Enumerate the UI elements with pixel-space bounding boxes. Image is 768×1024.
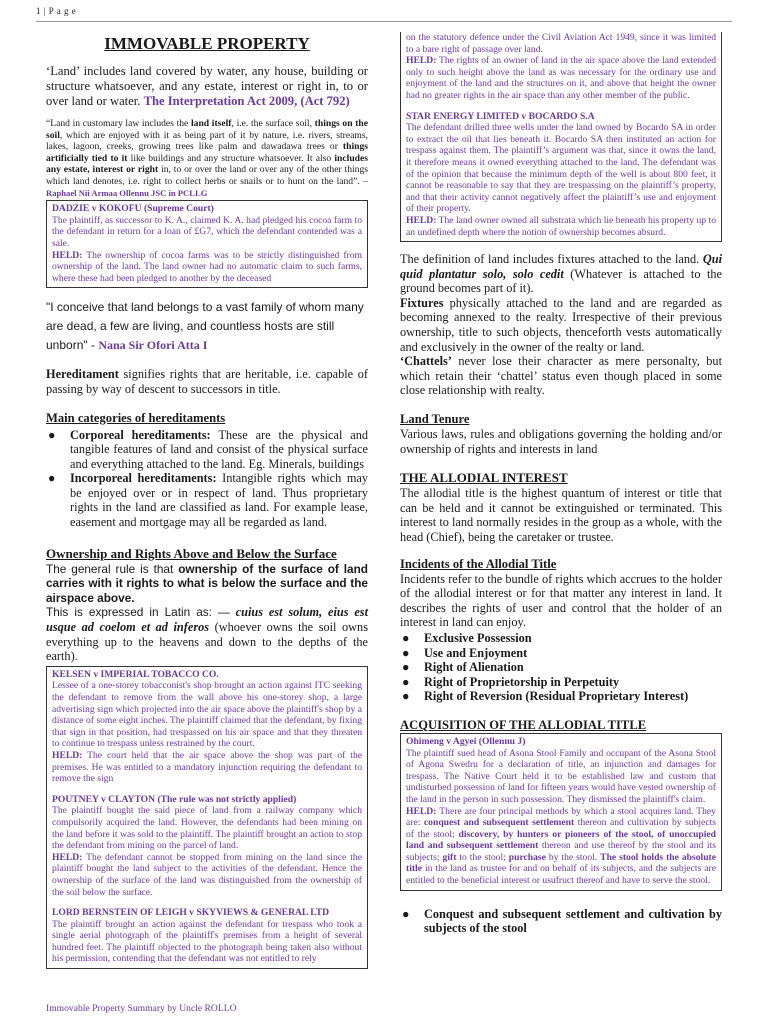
latin-b: cuius est solum, eius est usque ad coelom et ad inferos — [46, 605, 368, 635]
held-b: conquest and subsequent settlement — [423, 817, 575, 829]
held-d: discovery, by hunters or pioneers of the stool, of unoccupied land and subsequent settlement — [406, 828, 716, 852]
own-b: ownership of the surface of land carries with it rights to what is below the surface and the airspace above. — [46, 561, 369, 605]
hereditament-definition — [46, 367, 368, 396]
cust-g: like buildings and any structure whatsoever. It also — [130, 152, 332, 164]
case-caption: LORD BERNSTEIN OF LEIGH v SKYVIEWS & GENERAL LTD — [52, 907, 330, 919]
held-label: HELD: — [406, 805, 437, 817]
held-label: HELD: — [52, 851, 83, 863]
fixtures-def: physically attached to the land and are regarded as becoming annexed to the realty. Irrespective of their previous ownership, title to such objects, thenceforth vests automatically and exclusively in the owner of the realty or land. — [400, 295, 722, 354]
case-caption: POUTNEY v CLAYTON (The rule was not strictly applied) — [52, 793, 297, 805]
ownership-rule — [46, 562, 368, 606]
held-text: The court held that the air space above the shop was part of the premises. He was entitled to a mandatory injunction requiring the defendant to remove the sign — [52, 749, 362, 785]
list-item: ● Corporeal hereditaments: These are the physical and tangible features of land and consist of the physical surface and everything attached to the land. Eg. Minerals, buildings — [48, 427, 368, 471]
latin-a: This is expressed in Latin as: — — [46, 605, 230, 620]
hereditament-term: Hereditament — [46, 367, 119, 382]
case-held — [406, 806, 716, 887]
list-item: ● Right of Reversion (Residual Proprietary Interest) — [402, 689, 689, 704]
case-box-continued — [400, 32, 722, 242]
main-categories-heading: Main categories of hereditaments — [46, 410, 226, 425]
footer-text: Immovable Property Summary by Uncle ROLLO — [46, 1003, 237, 1014]
case-box-airspace — [46, 666, 368, 969]
case-box-dadzie — [46, 200, 368, 288]
held-label: HELD: — [52, 749, 83, 761]
chattels-def: never lose their character as mere personalty, but which retain their ‘chattel’ status even though placed in some close relationship with realty. — [400, 354, 722, 398]
acquisition-list — [400, 907, 722, 936]
cat2-term: Incorporeal hereditaments: — [70, 471, 217, 486]
acquisition-heading: ACQUISITION OF THE ALLODIAL TITLE — [400, 717, 647, 732]
list-item: ● Incorporeal hereditaments: Intangible rights which may be enjoyed over or in respect of land. Thus proprietary rights in the land are classified as land. For example lease, easement and mortgage may all be regarded as land. — [48, 471, 369, 530]
incident-1: Use and Enjoyment — [424, 645, 528, 660]
fix-latin: Qui quid plantatur solo, solo cedit — [400, 252, 722, 281]
case-caption: STAR ENERGY LIMITED v BOCARDO S.A — [406, 110, 595, 122]
held-text: The defendant cannot be stopped from mining on the land since the plaintiff bought the land subject to the activities of the defendant. Hence the ownership of the surface of the land was distinguished from the ownership of the soil below the surface. — [52, 851, 362, 898]
document-title: IMMOVABLE PROPERTY — [104, 34, 310, 53]
allodial-heading: THE ALLODIAL INTEREST — [400, 470, 568, 486]
land-definition-text: ‘Land’ includes land covered by water, any house, building or structure whatsoever, and any estate, interest or right in, to or over land or water. — [46, 64, 368, 108]
held-h: purchase — [508, 851, 546, 863]
chattels-paragraph — [400, 354, 722, 398]
case-box-ohimeng — [400, 733, 722, 891]
fixtures-definition — [400, 252, 722, 296]
cust-b: land itself — [190, 118, 232, 129]
cust-f: things artificially tied to it — [46, 141, 368, 164]
incidents-def: Incidents refer to the bundle of rights which accrues to the holder of the allodial interest or for that matter any interest in land. It describes the rights of user and control that the holder of an interest in land can enjoy. — [400, 571, 722, 630]
held-i: by the stool. — [548, 851, 598, 863]
latin-c: (whoever owns the soil owns everything up to the heavens and down to the depths of the earth). — [46, 620, 368, 664]
quote-author: Nana Sir Ofori Atta I — [98, 338, 208, 353]
held-f: gift — [442, 851, 457, 863]
held-label: HELD: — [406, 214, 437, 226]
land-definition-source: The Interpretation Act 2009, (Act 792) — [143, 94, 350, 108]
case-held — [52, 852, 362, 898]
cust-i: in, to or over the land or over any of the other things which land denotes, i.e. right to collect herbs or snails or to hunt on the land”. – — [46, 164, 368, 187]
case-held — [406, 55, 716, 101]
held-k: in the land as trustee for and on behalf of its subjects, and the subjects are entitled to the beneficial interest or usufruct thereof and have to serve the stool. — [406, 863, 716, 887]
case-caption: DADZIE v KOKOFU (Supreme Court) — [52, 203, 214, 215]
latin-maxim — [46, 605, 368, 663]
cust-e: , which are enjoyed with it as being part of it by nature, i.e. rivers, streams, lakes, lagoon, creeks, growing trees like palm and dawadawa trees or — [46, 129, 368, 153]
cust-a: “Land in customary law includes the — [46, 118, 189, 129]
header-rule — [36, 21, 732, 22]
case-caption: Ohimeng v Agyei (Ollennu J) — [406, 735, 526, 747]
land-tenure-def: Various laws, rules and obligations governing the holding and/or ownership of rights and interests in land — [400, 427, 722, 456]
list-item: ● Exclusive Possession — [402, 630, 532, 645]
list-item: ● Right of Alienation — [402, 660, 524, 675]
ofori-atta-quote — [46, 298, 368, 355]
cat1-def: These are the physical and tangible features of land and consist of the physical surface and everything attached to the land. Eg. Minerals, buildings — [70, 427, 368, 471]
ownership-heading: Ownership and Rights Above and Below the Surface — [46, 545, 337, 561]
categories-list — [46, 428, 368, 530]
quote-text: "I conceive that land belongs to a vast family of whom many are dead, a few are living, and countless hosts are still unborn" - — [46, 300, 364, 353]
held-text: The rights of an owner of land in the air space above the land extended only to such height above the land as was necessary for the ordinary use and enjoyment of the land and the structures on it, and above that height the owner had no greater rights in the air space than any other member of the public. — [406, 55, 716, 101]
case-facts: The plaintiff, as successor to K. A., claimed K. A. had pledged his cocoa farm to the defendant in return for a loan of £G7, which the defendant contended was a sale. — [52, 214, 362, 249]
own-a: The general rule is that — [46, 561, 174, 576]
case-facts: Lessee of a one-storey tobacconist's shop brought an action against ITC seeking the defendant to remove from the wall above his one-storey shop, a large advertising sign which projected into the air space above the plaintiff's shop by a distance of some eight inches. The plaintiff claimed that the defendant, by fixing that sign in that position, had trespassed on his air space and that they threaten to continue to trespass unless restrained by the court. — [52, 680, 362, 750]
acquisition-method-1: Conquest and subsequent settlement and cultivation by subjects of the stool — [424, 906, 722, 936]
list-item: ● Conquest and subsequent settlement and cultivation by subjects of the stool — [402, 906, 722, 936]
left-column — [46, 30, 368, 969]
right-column — [400, 32, 722, 936]
case-facts: The defendant drilled three wells under the land owned by Bocardo SA in order to extract the oil that lies beneath it. Bocardo SA then instituted an action for trespass against them. The plaintiff’s argument was that, since it owns the land, it therefore means it owned everything attached to the land. The defendant was of the opinion that because the minimum depth of the well is about 800 feet, it cannot be reasonable to say that they are trespassing on the plaintiff’s property, and that their activity cannot negatively affect the plaintiff’s use and enjoyment of their property. — [406, 122, 716, 215]
cust-c: , i.e. the surface soil, — [231, 118, 312, 129]
page-number-header: 1 | P a g e — [36, 6, 77, 16]
cust-h: includes any estate, interest or right — [46, 152, 368, 176]
held-j: The stool holds the absolute title — [406, 851, 716, 875]
incidents-heading: Incidents of the Allodial Title — [400, 556, 557, 571]
cust-author: Raphael Nii Armaa Ollennu JSC in PCLLG — [46, 187, 208, 198]
hereditament-def: signifies rights that are heritable, i.e. capable of passing by way of descent to successors in title. — [46, 367, 368, 396]
case-facts: The plaintiff brought an action against the defendant for trespass who took a single aerial photograph of the plaintiff's premises from a height of several hundred feet. The plaintiff objected to the photograph being taken also without his permission, contending that the defendant was not entitled to rely — [52, 918, 362, 965]
held-text: The land owner owned all substrata which lie beneath his property up to an undefined depth where the notion of ownership becomes absurd. — [406, 214, 716, 238]
held-text: The ownership of cocoa farms was to be strictly distinguished from ownership of the land. The land owner had no automatic claim to such farms, where these had been pledged to another by the deceased — [52, 249, 362, 284]
held-label: HELD: — [406, 55, 437, 67]
case-facts: The plaintiff sued head of Asona Stool Family and occupant of the Asona Stool of Agona Swedru for a declaration of title, an injunction and damages for trespass. The Native Court held it to be established law and custom that undisturbed possession of land for fifteen years would have vested ownership of the land in the person in such possession. They dismissed the plaintiff's claim. — [406, 747, 716, 805]
case-caption: KELSEN v IMPERIAL TOBACCO CO. — [52, 668, 219, 680]
cat2-def: Intangible rights which may be enjoyed over or in respect of land. Thus proprietary rights in the land are classified as land. For example lease, easement and mortgage may all be regarded as land. — [70, 471, 369, 530]
case-held — [52, 250, 362, 285]
fixtures-paragraph — [400, 296, 722, 354]
case-continued: on the statutory defence under the Civil Aviation Act 1949, since it was limited to a bare right of passage over land. — [406, 32, 716, 55]
list-item: ● Use and Enjoyment — [402, 645, 528, 660]
incident-3: Right of Proprietorship in Perpetuity — [424, 674, 620, 689]
incidents-list — [400, 631, 722, 704]
cat1-term: Corporeal hereditaments: — [70, 427, 211, 442]
land-definition — [46, 64, 368, 109]
case-facts: The plaintiff bought the said piece of land from a railway company which compulsorily acquired the land. However, the defendants had been mining on the land before it was sold to the plaintiff. The plaintiff brought an action to stop the defendant from mining on the parcel of land. — [52, 805, 362, 852]
customary-land-definition — [46, 118, 368, 199]
incident-2: Right of Alienation — [424, 660, 524, 675]
incident-0: Exclusive Possession — [424, 630, 532, 645]
cust-d: things on the soil — [46, 118, 368, 141]
case-held — [52, 750, 362, 785]
held-e: thereon and use thereof by the stool and its subjects; — [406, 840, 716, 863]
fixtures-term: Fixtures — [400, 295, 444, 310]
held-c: thereon and cultivation by subjects of the stool; — [406, 817, 716, 840]
incident-4: Right of Reversion (Residual Proprietary Interest) — [424, 689, 689, 704]
chattels-term: ‘Chattels’ — [400, 354, 452, 369]
case-held — [406, 215, 716, 238]
fix-latin-translation: (Whatever is attached to the ground becomes part of it). — [400, 266, 723, 296]
land-tenure-heading: Land Tenure — [400, 412, 470, 427]
list-item: ● Right of Proprietorship in Perpetuity — [402, 674, 620, 689]
held-g: to the stool; — [459, 851, 506, 863]
held-a: There are four principal methods by which a stool acquires land. They are: — [406, 805, 716, 829]
allodial-def: The allodial title is the highest quantum of interest or title that can be held and it cannot be extinguished or terminated. This interest to land normally resides in the group as a whole, with the head (Chief), being the caretaker or trustee. — [400, 486, 722, 544]
held-label: HELD: — [52, 249, 83, 261]
fix-def: The definition of land includes fixtures attached to the land. — [400, 252, 700, 267]
